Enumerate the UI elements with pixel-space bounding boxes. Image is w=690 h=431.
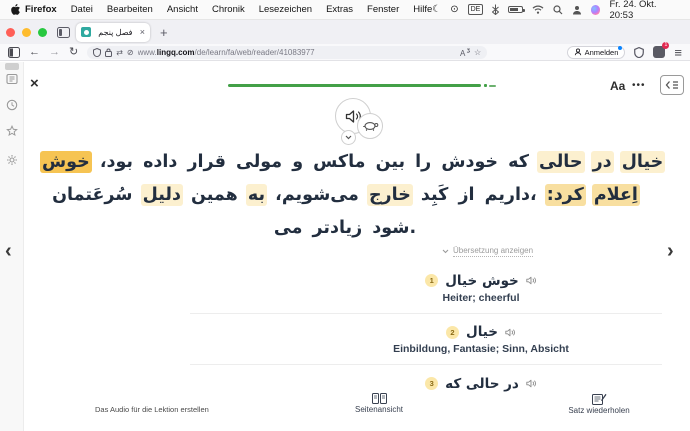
menubar-clock[interactable]: Fr. 24. Okt. 20:53: [609, 0, 657, 21]
show-translation-label: Übersetzung anzeigen: [453, 246, 534, 255]
generate-audio-link[interactable]: Das Audio für die Lektion erstellen: [95, 405, 209, 414]
do-not-disturb-icon[interactable]: ☾: [432, 4, 442, 15]
url-domain: lingq.com: [156, 47, 195, 57]
zoom-window-button[interactable]: [38, 28, 47, 37]
reload-button[interactable]: ↻: [69, 45, 79, 58]
menu-lesezeichen[interactable]: Lesezeichen: [258, 4, 313, 15]
menu-hilfe[interactable]: Hilfe: [413, 4, 433, 15]
repeat-sentence-button[interactable]: [544, 393, 654, 415]
url-prefix: www.: [137, 47, 157, 57]
word-token[interactable]: در: [592, 152, 612, 172]
app-menu-icon[interactable]: ≡: [674, 44, 682, 60]
rail-collapsed-button[interactable]: [5, 63, 19, 70]
tracking-shield-icon[interactable]: [93, 48, 101, 57]
vocab-term-row[interactable]: [425, 376, 537, 392]
menu-fenster[interactable]: Fenster: [367, 4, 400, 15]
lingq-favicon: [81, 27, 91, 37]
vocab-speaker-icon[interactable]: [526, 276, 537, 285]
firefox-view-icon[interactable]: [57, 27, 70, 38]
word-token[interactable]: ،داریم: [484, 185, 537, 205]
vocab-term[interactable]: خیال: [465, 324, 499, 340]
vocab-speaker-icon[interactable]: [505, 328, 516, 337]
progress-marker-dash: [489, 85, 496, 87]
library-icon[interactable]: [6, 73, 18, 85]
menu-extras[interactable]: Extras: [326, 4, 354, 15]
word-token[interactable]: خودش: [441, 152, 499, 172]
close-window-button[interactable]: [6, 28, 15, 37]
close-reader-button[interactable]: ×: [30, 75, 39, 92]
word-token[interactable]: را: [415, 152, 432, 172]
word-token[interactable]: همین: [191, 185, 238, 205]
word-token[interactable]: زیادتر: [312, 218, 363, 238]
side-panel-toggle-icon[interactable]: [660, 75, 684, 95]
signin-label: Anmelden: [584, 47, 619, 57]
menu-bearbeiten[interactable]: Bearbeiten: [106, 4, 153, 15]
word-token[interactable]: سُرعَتمان: [52, 185, 133, 205]
sentence-text: [40, 146, 664, 245]
vocab-number-badge: 1: [425, 274, 438, 287]
bookmark-star-icon[interactable]: ☆: [474, 47, 482, 57]
tab-close-icon[interactable]: ×: [139, 26, 145, 37]
word-token[interactable]: کرد:: [546, 185, 584, 205]
word-token[interactable]: و: [292, 152, 304, 172]
page-view-button[interactable]: [324, 393, 434, 414]
sentence-line: [40, 212, 650, 245]
word-token[interactable]: از: [458, 185, 475, 205]
menu-ansicht[interactable]: Ansicht: [166, 4, 198, 15]
menu-chronik[interactable]: Chronik: [211, 4, 245, 15]
url-bar[interactable]: [87, 46, 487, 59]
wifi-icon[interactable]: [532, 5, 544, 14]
lock-icon[interactable]: [105, 48, 112, 57]
word-token[interactable]: حالی: [539, 152, 583, 172]
autoplay-blocked-icon[interactable]: ⊘: [126, 47, 134, 57]
vocab-term-row[interactable]: [446, 324, 516, 340]
forward-button[interactable]: →: [49, 45, 60, 58]
spotlight-search-icon[interactable]: [553, 5, 563, 15]
show-translation-toggle[interactable]: [442, 246, 533, 257]
word-token[interactable]: کَبِد: [420, 185, 449, 205]
word-token[interactable]: بود،: [99, 152, 133, 172]
audio-options-chevron-icon[interactable]: [341, 130, 356, 145]
menubar-status: [432, 0, 680, 21]
vocab-number-badge: 3: [425, 377, 438, 390]
keyboard-layout-indicator[interactable]: DE: [468, 4, 484, 15]
battery-icon[interactable]: [508, 6, 523, 13]
vocab-translation: Heiter; cheerful: [442, 291, 520, 304]
window-controls: [6, 28, 47, 37]
next-sentence-button[interactable]: ›: [667, 240, 674, 262]
extension-icon[interactable]: [653, 42, 668, 58]
vocab-translation: Einbildung, Fantasie; Sinn, Absicht: [393, 343, 569, 355]
word-token[interactable]: خارج: [368, 185, 411, 205]
macos-menubar: [0, 0, 690, 20]
page-view-label: Seitenansicht: [354, 405, 404, 414]
word-token[interactable]: اِعلام: [593, 185, 638, 205]
bluetooth-icon[interactable]: [492, 4, 499, 15]
lesson-progress-bar[interactable]: [228, 84, 481, 87]
vocab-term[interactable]: خوش خیال: [445, 272, 519, 289]
word-token[interactable]: بین: [375, 152, 406, 172]
translate-page-icon[interactable]: [460, 48, 470, 57]
addon-shield-icon[interactable]: [634, 47, 644, 58]
word-token[interactable]: می‌شویم،: [275, 185, 359, 205]
firefox-tabbar: [0, 20, 690, 44]
back-button[interactable]: ←: [29, 45, 40, 58]
lingq-rail: [0, 62, 24, 431]
word-token[interactable]: می: [273, 218, 303, 238]
apple-menu-icon[interactable]: [10, 4, 21, 16]
vocab-speaker-icon[interactable]: [526, 379, 537, 388]
signin-notification-dot: [618, 46, 622, 50]
svg-text:A: A: [460, 48, 466, 57]
word-token[interactable]: خوش: [42, 152, 90, 172]
new-tab-button[interactable]: +: [160, 24, 168, 40]
settings-gear-icon[interactable]: [6, 154, 18, 166]
signin-button[interactable]: [567, 46, 626, 59]
word-token[interactable]: ماکس: [313, 152, 366, 172]
word-token[interactable]: خیال: [621, 152, 664, 172]
vocab-item: [190, 314, 662, 366]
user-switch-icon[interactable]: [572, 5, 582, 15]
more-options-button[interactable]: •••: [632, 80, 646, 91]
vocab-item: [190, 262, 662, 314]
container-swap-icon[interactable]: ⇄: [116, 47, 123, 57]
sentence-line: [40, 146, 664, 179]
minimize-window-button[interactable]: [22, 28, 31, 37]
sentence-line: [40, 179, 650, 212]
word-token[interactable]: قرار: [187, 152, 226, 172]
favorites-star-icon[interactable]: [6, 125, 18, 137]
previous-sentence-button[interactable]: ‹: [5, 240, 12, 262]
screen-record-icon[interactable]: ⊙: [450, 4, 459, 15]
slow-audio-turtle-button[interactable]: [357, 113, 383, 139]
vocab-term[interactable]: در حالی که: [445, 375, 519, 392]
repeat-sentence-label: Satz wiederholen: [568, 406, 630, 415]
sidebar-toggle-icon[interactable]: [8, 47, 20, 58]
vocab-number-badge: 2: [446, 326, 459, 339]
firefox-navbar: [0, 44, 690, 61]
menu-datei[interactable]: Datei: [70, 4, 93, 15]
tab-title: فصل پنجم: [98, 27, 133, 37]
history-clock-icon[interactable]: [6, 99, 18, 111]
siri-icon[interactable]: [591, 5, 601, 15]
word-token[interactable]: مولی: [236, 152, 283, 172]
url-text[interactable]: [138, 48, 456, 57]
menubar-menus: [25, 4, 432, 15]
word-token[interactable]: به: [247, 185, 266, 205]
word-token[interactable]: که: [508, 152, 529, 172]
reader-footer: [24, 393, 690, 431]
font-settings-button[interactable]: Aa: [610, 79, 626, 93]
progress-marker-dot: [484, 84, 487, 87]
word-token[interactable]: داده: [143, 152, 178, 172]
extension-badge: 1: [664, 42, 668, 48]
vocab-term-row[interactable]: [425, 273, 537, 289]
browser-tab[interactable]: [76, 23, 150, 42]
menu-firefox[interactable]: Firefox: [25, 4, 57, 15]
word-token[interactable]: دلیل: [142, 185, 181, 205]
url-path: /de/learn/fa/web/reader/41083977: [194, 47, 315, 57]
word-token[interactable]: .شود: [372, 218, 417, 238]
